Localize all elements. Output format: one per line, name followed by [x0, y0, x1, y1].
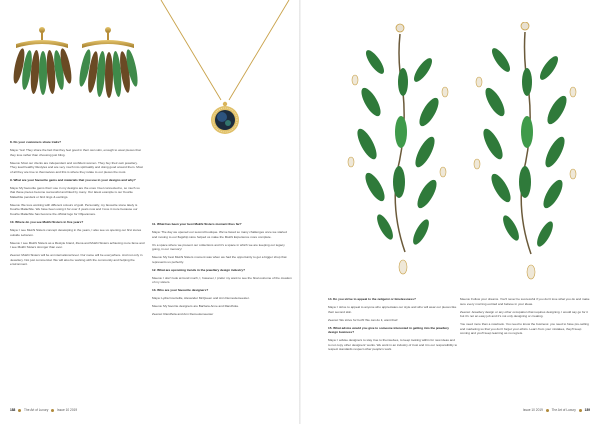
emerald-earring-right [474, 22, 576, 279]
right-issue: Issue 10 2019 [522, 408, 543, 412]
footer-dot-icon [18, 409, 21, 412]
interview-question: 15. What advice would you give to someone interested in getting into the jewellery design business? [328, 325, 450, 335]
interview-answer: It's a space where we present our collections and it's a space in which we are keeping our legacy going, in our memory! [152, 242, 285, 252]
interview-answer: Meena: My best Mukhi Sisters moment was when we had the opportunity to get a bigger shop that represents us perfectly. [152, 255, 287, 264]
interview-answer: Meena: I don't look at trend much, I, however, I prefer my want to see the final outcome of the creation of my sisters. [152, 275, 292, 285]
interview-answer: Meena: Follow your dreams. You'll never be successful if you don't love what you do and make sure every morning excited and believe in your ideas. [460, 297, 590, 306]
interview-answer: Zeenat: Randhola and Ann Demeulemeester [152, 312, 214, 317]
interview-question: 12. What are upcoming trends in the jewellery design industry? [152, 267, 246, 272]
interview-question: 10. Where do you see Mukhi Sisters in five years? [10, 220, 84, 225]
interview-answer: Maya: I strive to appeal to anyone who appreciates our style and who will wear our pieces like their second skin. [328, 304, 457, 314]
interview-question: 14. Do you strive to appeal to the zeitgeist or timelessness? [328, 297, 416, 301]
interview-question: 11. What has been your best Mukhi Sisters moment thus far? [152, 222, 242, 226]
interview-answer: Maya: I see Mukhi Sisters concept developing in the years, I also see us opening our first stores outside Lebanon. [10, 228, 142, 237]
interview-question: 8. Do your customers share traits? [10, 140, 62, 144]
footer-dot-icon [546, 409, 549, 412]
emerald-drop-earrings-photo [345, 22, 595, 292]
interview-answer: Meena: Most our clients are independent and confident women. They buy their own jewellery. They lead healthy lifestyles and are very much into spirituality and doing good around them. Most of all they are true to themselves and this is where they relate to our pieces the most. [10, 160, 143, 174]
interview-answer: Zeenat: Mukhi Sisters will be an international level. Our name will be everywhere. And not only in Jewellery. Not just commercial. We will also be working with the community and helping the environment. [10, 253, 143, 267]
interview-answer: Maya: Lydia Courteille, Alexander McQueen and Ann Demeulemeester. [152, 296, 250, 301]
emerald-earring-left [348, 24, 448, 274]
left-earring [11, 27, 73, 95]
middle-text-column [152, 222, 292, 320]
left-magazine-name: The Art of Luxury [24, 408, 49, 412]
left-text-column [10, 140, 145, 270]
right-earring [77, 27, 140, 98]
interview-answer: Meena: We love working with different colours of gold. Personally, my favourite stone lately is Kourtie Malachite. We have been using it for over 3 years now and I love it more because our Kourtie Malachite has become the official logo for Objevamere. [10, 202, 138, 217]
footer-dot-icon [51, 409, 54, 412]
right-text-column-b [460, 297, 590, 339]
left-footer [10, 408, 77, 412]
interview-answer: Meena: My favorite designers are Barbara Anne and Randhola. [152, 304, 239, 309]
footer-dot-icon [579, 409, 582, 412]
opal-pendant-photo [155, 0, 295, 145]
fringe-earrings-photo [10, 22, 140, 127]
interview-question: 9. What are your favourite gems and materials that you use in your designs and why? [10, 177, 136, 182]
right-page-number: 189 [584, 408, 590, 412]
right-text-column-a [328, 297, 458, 355]
left-issue: Issue 10 2019 [57, 408, 78, 412]
left-page-number: 188 [10, 408, 16, 412]
interview-answer: Maya: I advise designers to stay true to themselves, to keep looking within for new ideas and to not copy other designers' works. We work in an industry of trust and it is our responsibility to respect standards respect other people's work. [328, 338, 458, 352]
interview-question: 13. Who are your favourite designers? [152, 288, 209, 293]
page-gutter [299, 0, 301, 424]
interview-answer: You need more than a notebook. You need to know the business: you need to have pre-selling and marketing so that you don't forget your ethics. Learn from your mistakes, they'll keep coming and you'll keep learning as no regrets. [460, 322, 589, 336]
right-footer [523, 408, 590, 412]
interview-answer: Zeenat: We strive for both! We can do it, want that! [328, 317, 398, 322]
interview-answer: Maya: Yes! They share the fact that they feel good in their own skin, enough to wear pieces that they love rather than choosing just bling. [10, 147, 141, 157]
right-magazine-name: The Art of Luxury [551, 408, 576, 412]
interview-answer: Meena: I see Mukhi Sisters as a lifestyle brand, Ziena and Mukhi Sisters achieving more fame and I see Mukhi Sisters stronger than ever. [10, 240, 145, 250]
interview-answer: Maya: My favourite gems that I use in my designs are the ones I feel connected to, so much so that these pieces become successful and liked by many. Our latest example is our Kourtie Malachite pendant or bird rings & earrings. [10, 185, 140, 199]
interview-answer: Maya: The day we opened our second boutique. We've faced so many challenges once we started and moving to our flagship store helped us make the Mukhi Experience more complete. [152, 229, 287, 239]
interview-answer: Zeenat: Jewellery design or any other occupation that requires designing. I would say go for it but it's not an easy job and it's not only designing or creating. [460, 309, 588, 319]
